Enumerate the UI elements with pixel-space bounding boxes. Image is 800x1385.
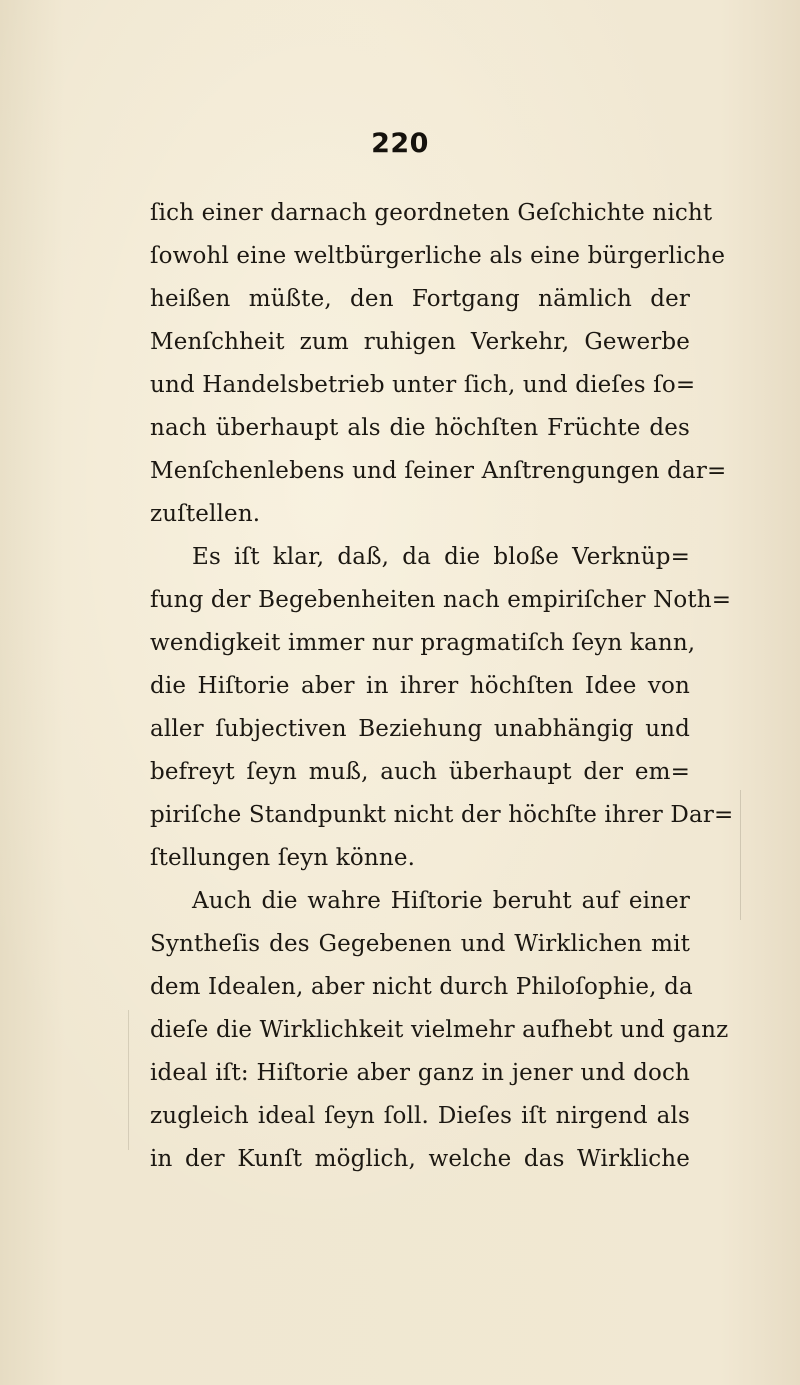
page-number: 220 bbox=[371, 128, 429, 159]
text-line: Es iſt klar, daß, da die bloße Verknüp= bbox=[192, 544, 690, 570]
text-line: befreyt ſeyn muß, auch überhaupt der em= bbox=[150, 759, 690, 785]
text-line: wendigkeit immer nur pragmatiſch ſeyn kann, bbox=[150, 630, 696, 656]
text-line: aller ſubjectiven Beziehung unabhängig und bbox=[150, 716, 690, 742]
text-line: ideal iſt: Hiſtorie aber ganz in jener und doch bbox=[150, 1060, 690, 1086]
text-line: nach überhaupt als die höchſten Früchte des bbox=[150, 415, 690, 441]
text-line: ſowohl eine weltbürgerliche als eine bürgerliche bbox=[150, 243, 726, 269]
text-line: in der Kunſt möglich, welche das Wirkliche bbox=[150, 1146, 690, 1172]
text-line: dieſe die Wirklichkeit vielmehr aufhebt und ganz bbox=[150, 1017, 729, 1043]
text-line: ſtellungen ſeyn könne. bbox=[150, 845, 416, 871]
text-line: die Hiſtorie aber in ihrer höchſten Idee von bbox=[150, 673, 690, 699]
text-line: und Handelsbetrieb unter ſich, und dieſes ſo= bbox=[150, 372, 696, 398]
text-line: Menſchheit zum ruhigen Verkehr, Gewerbe bbox=[150, 329, 690, 355]
text-line: ſich einer darnach geordneten Geſchichte nicht bbox=[150, 200, 713, 226]
text-line: heißen müßte, den Fortgang nämlich der bbox=[150, 286, 690, 312]
text-line: Auch die wahre Hiſtorie beruht auf einer bbox=[192, 888, 690, 914]
text-line: zuſtellen. bbox=[150, 501, 261, 527]
text-line: piriſche Standpunkt nicht der höchſte ihrer Dar= bbox=[150, 802, 734, 828]
text-line: Menſchenlebens und ſeiner Anſtrengungen dar= bbox=[150, 458, 727, 484]
text-line: fung der Begebenheiten nach empiriſcher Noth= bbox=[150, 587, 732, 613]
gutter-shadow-line bbox=[128, 1010, 129, 1150]
text-line: zugleich ideal ſeyn ſoll. Dieſes iſt nirgend als bbox=[150, 1103, 690, 1129]
margin-shadow-line bbox=[740, 790, 741, 920]
text-line: Syntheſis des Gegebenen und Wirklichen mit bbox=[150, 931, 690, 957]
text-line: dem Idealen, aber nicht durch Philoſophie, da bbox=[150, 974, 693, 1000]
body-text bbox=[150, 192, 734, 1181]
